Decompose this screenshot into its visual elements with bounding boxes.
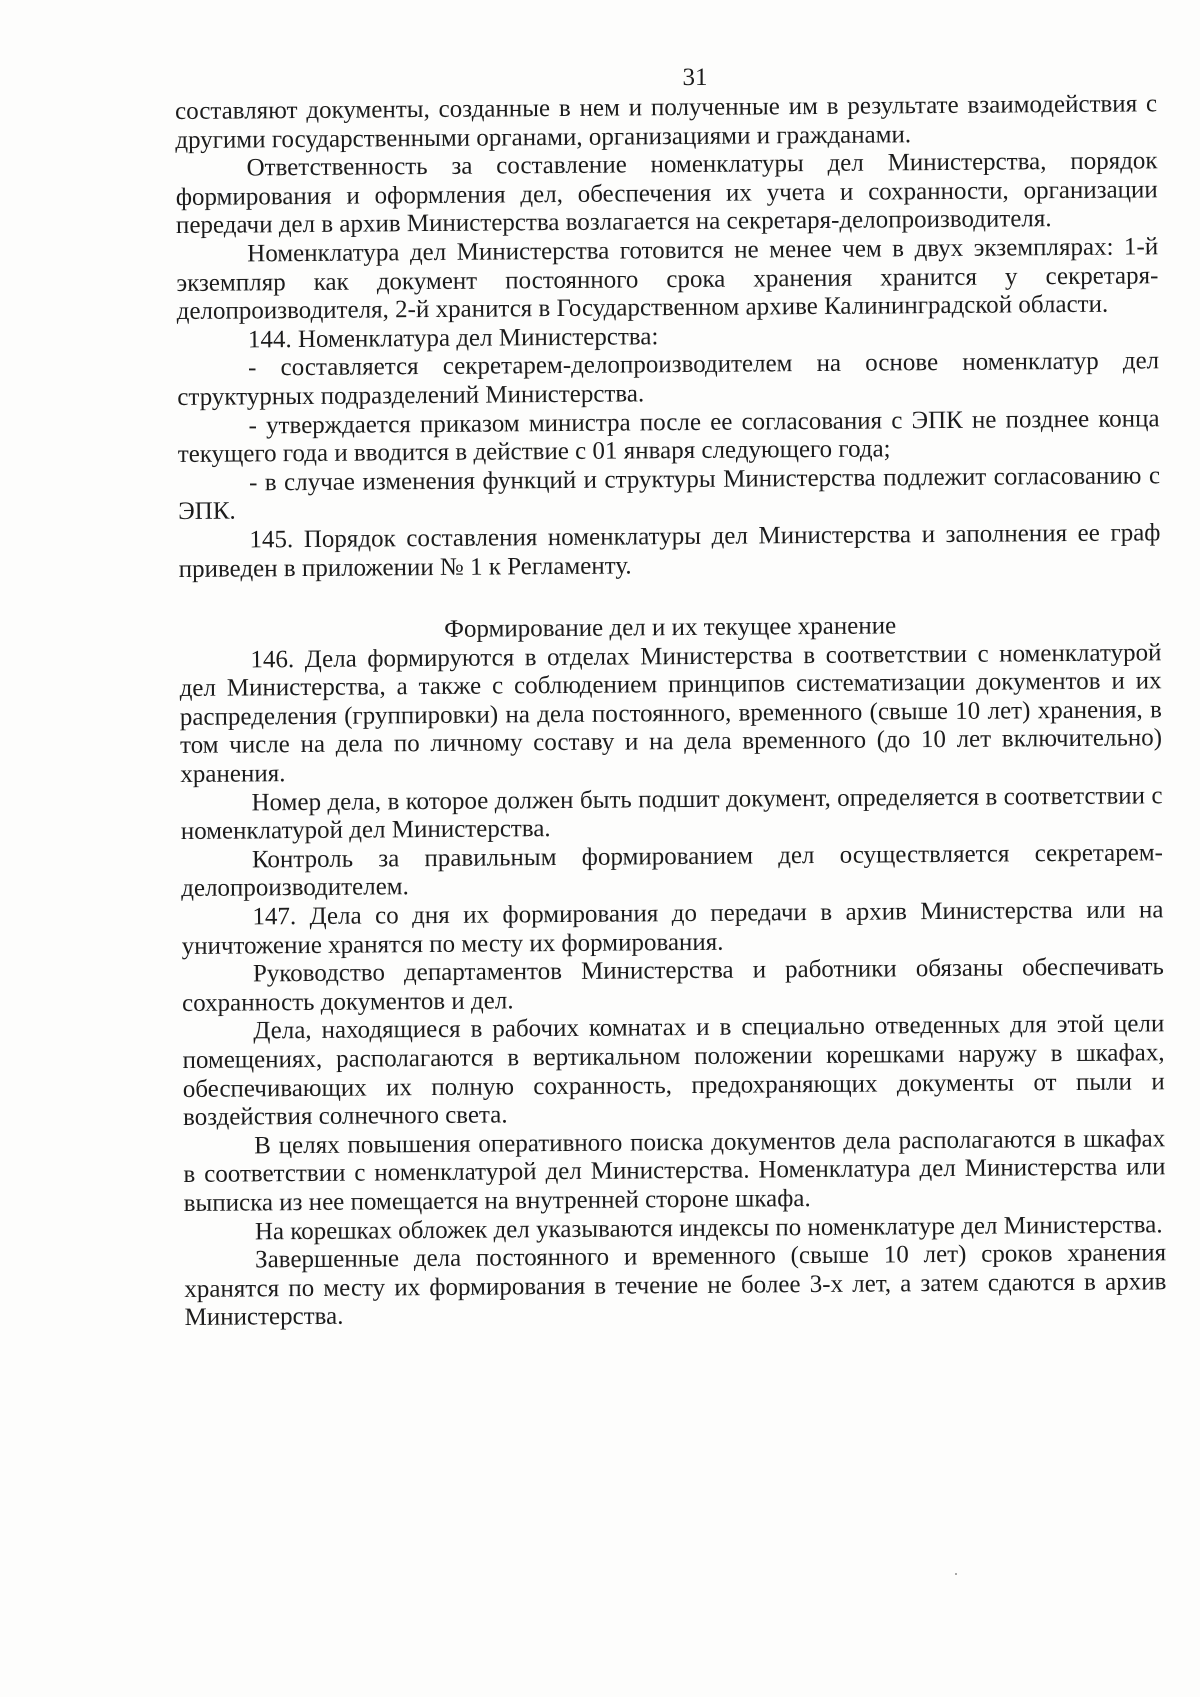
- paragraphs-before-heading: [175, 90, 1161, 584]
- paragraph: Номер дела, в которое должен быть подшит документ, определяется в соответствии с номенклатурой дел Министерства.: [180, 781, 1163, 846]
- paragraphs-after-heading: [179, 639, 1166, 1333]
- paragraph: Дела, находящиеся в рабочих комнатах и в специально отведенных для этой цели помещениях, располагаются в вертикальном положении корешками наружу в шкафах, обеспечивающих их полную сохранность, предохраняющих документы от пыли и воздействия солнечного света.: [182, 1010, 1165, 1132]
- scan-speck: [955, 1573, 957, 1575]
- paragraph: - составляется секретарем-делопроизводителем на основе номенклатур дел структурных подразделений Министерства.: [177, 347, 1160, 411]
- paragraph: Контроль за правильным формированием дел осуществляется секретарем-делопроизводителем.: [181, 839, 1164, 903]
- section-heading: Формирование дел и их текущее хранение: [444, 612, 897, 643]
- paragraph: В целях повышения оперативного поиска документов дела располагаются в шкафах в соответствии с номенклатурой дел Министерства. Номенклатура дел Министерства или выписка из нее помещается на внутренней стороне шкафа.: [183, 1125, 1166, 1217]
- document-body: [175, 90, 1167, 1333]
- paragraph: Завершенные дела постоянного и временного (свыше 10 лет) сроков хранения хранятся по месту их формирования в течение не более 3-х лет, а затем сдаются в архив Министерства.: [184, 1239, 1167, 1332]
- paragraph: Номенклатура дел Министерства готовится не менее чем в двух экземплярах: 1-й экземпляр как документ постоянного срока хранения хранится у секретаря-делопроизводителя, 2-й хранится в Государственном архиве Калининградской области.: [176, 233, 1159, 326]
- paragraph: 146. Дела формируются в отделах Министерства в соответствии с номенклатурой дел Министерства, а также с соблюдением принципов систематизации документов и их распределения (группировки) на дела постоянного, временного (свыше 10 лет) хранения, в том числе на дела по личному составу и на дела временного (до 10 лет включительно) хранения.: [179, 638, 1163, 789]
- paragraph: На корешках обложек дел указываются индексы по номенклатуре дел Министерства.: [254, 1210, 1163, 1245]
- paragraph: - утверждается приказом министра после ее согласования с ЭПК не позднее конца текущего года и вводится в действие с 01 января следующего года;: [177, 404, 1160, 469]
- paragraph: Руководство департаментов Министерства и работники обязаны обеспечивать сохранность документов и дел.: [182, 953, 1164, 1017]
- page-number: 31: [682, 64, 708, 91]
- paragraph: 147. Дела со дня их формирования до передачи в архив Министерства или на уничтожение хранятся по месту их формирования.: [181, 896, 1164, 960]
- paragraph: 144. Номенклатура дел Министерства:: [247, 322, 659, 354]
- paragraph: - в случае изменения функций и структуры Министерства подлежит согласованию с ЭПК.: [178, 461, 1161, 526]
- paragraph: 145. Порядок составления номенклатуры дел Министерства и заполнения ее граф приведен в приложении № 1 к Регламенту.: [178, 519, 1161, 583]
- paragraph: Ответственность за составление номенклатуры дел Министерства, порядок формирования и оформления дел, обеспечения их учета и сохранности, организации передачи дел в архив Министерства возлагается на секретаря-делопроизводителя.: [175, 147, 1158, 240]
- paragraph: составляют документы, созданные в нем и полученные им в результате взаимодействия с другими государственными органами, организациями и гражданами.: [175, 90, 1158, 154]
